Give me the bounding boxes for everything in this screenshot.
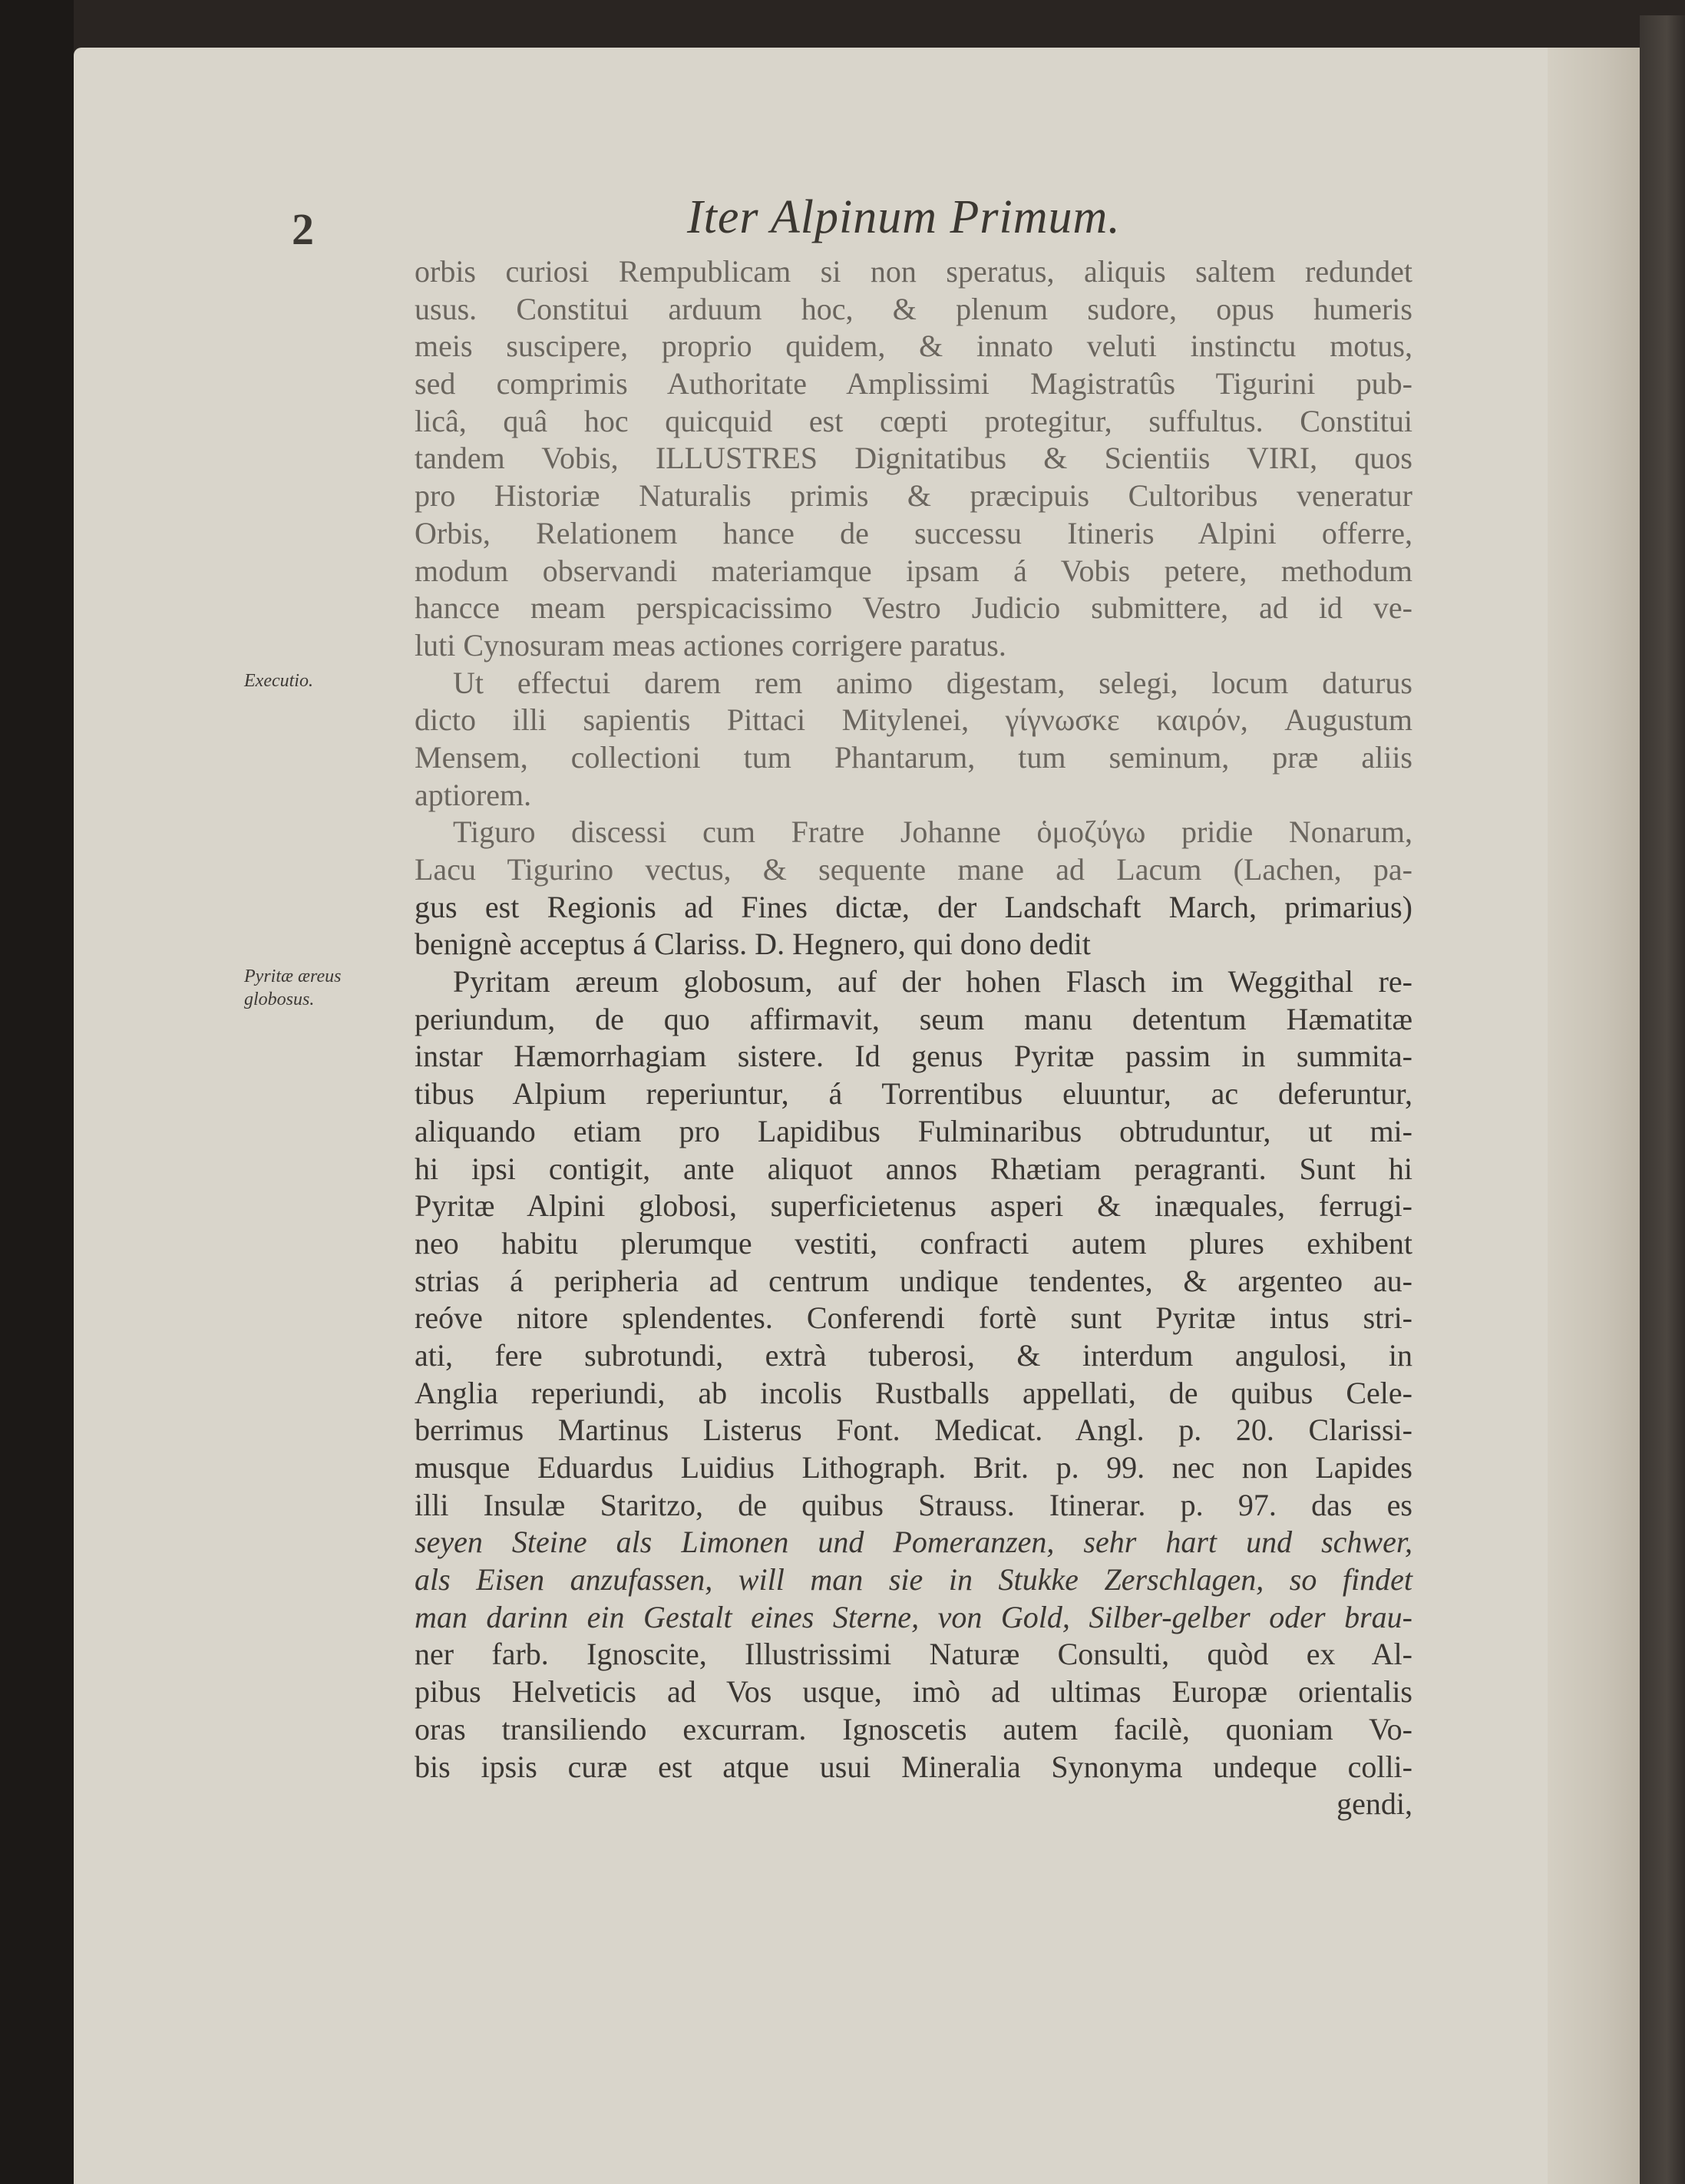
text-line: licâ, quâ hoc quicquid est cœpti protegitur, suffultus. Constitui: [415, 403, 1412, 438]
text-line: benignè acceptus á Clariss. D. Hegnero, qui dono dedit: [415, 927, 1091, 962]
text-line: bis ipsis curæ est atque usui Mineralia Synonyma undeque colli-: [415, 1749, 1412, 1784]
text-line: man darinn ein Gestalt eines Sterne, von Gold, Silber-gelber oder brau-: [415, 1599, 1412, 1634]
text-line: strias á peripheria ad centrum undique tendentes, & argenteo au-: [415, 1263, 1412, 1298]
text-line: Ut effectui darem rem animo digestam, selegi, locum daturus: [453, 665, 1412, 700]
text-line: aliquando etiam pro Lapidibus Fulminaribus obtruduntur, ut mi-: [415, 1113, 1412, 1148]
text-line: usus. Constitui arduum hoc, & plenum sudore, opus humeris: [415, 291, 1412, 326]
page-gutter-shadow: [1548, 48, 1640, 2184]
text-line: Mensem, collectioni tum Phantarum, tum seminum, præ aliis: [415, 739, 1412, 775]
text-line: tandem Vobis, ILLUSTRES Dignitatibus & Scientiis VIRI, quos: [415, 441, 1412, 476]
text-line: ati, fere subrotundi, extrà tuberosi, & interdum angulosi, in: [415, 1337, 1412, 1373]
facing-page-edge: [1640, 15, 1685, 2184]
text-line: musque Eduardus Luidius Lithograph. Brit. p. 99. nec non Lapides: [415, 1450, 1412, 1485]
text-line: periundum, de quo affirmavit, seum manu detentum Hæmatitæ: [415, 1001, 1412, 1036]
text-line: hancce meam perspicacissimo Vestro Judicio submittere, ad id ve-: [415, 590, 1412, 626]
text-line: reóve nitore splendentes. Conferendi fortè sunt Pyritæ intus stri-: [415, 1300, 1412, 1336]
text-line: als Eisen anzufassen, will man sie in Stukke Zerschlagen, so findet: [415, 1562, 1412, 1598]
text-line: pro Historiæ Naturalis primis & præcipuis Cultoribus veneratur: [415, 478, 1412, 514]
running-title: Iter Alpinum Primum.: [687, 191, 1121, 243]
margin-note-pyritae: Pyritæ æreus globosus.: [244, 966, 342, 1009]
text-line: gus est Regionis ad Fines dictæ, der Landschaft March, primarius): [415, 889, 1412, 924]
text-line: hi ipsi contigit, ante aliquot annos Rhætiam peragranti. Sunt hi: [415, 1151, 1412, 1186]
main-text-block: [415, 253, 1412, 1823]
page-number: 2: [292, 204, 314, 254]
text-line: berrimus Martinus Listerus Font. Medicat. Angl. p. 20. Clarissi-: [415, 1412, 1412, 1448]
scan-background-left: [0, 0, 74, 2184]
text-line: meis suscipere, proprio quidem, & innato veluti instinctu motus,: [415, 329, 1412, 364]
text-line: dicto illi sapientis Pittaci Mitylenei, γίγνωσκε καιρόν, Augustum: [415, 702, 1412, 738]
text-line: aptiorem.: [415, 777, 532, 812]
text-line: pibus Helveticis ad Vos usque, imò ad ultimas Europæ orientalis: [415, 1674, 1412, 1710]
text-line: sed comprimis Authoritate Amplissimi Magistratûs Tigurini pub-: [415, 366, 1412, 401]
text-line: seyen Steine als Limonen und Pomeranzen, sehr hart und schwer,: [415, 1525, 1412, 1560]
text-line: neo habitu plerumque vestiti, confracti autem plures exhibent: [415, 1225, 1412, 1261]
text-line: luti Cynosuram meas actiones corrigere paratus.: [415, 627, 1006, 662]
text-line: illi Insulæ Staritzo, de quibus Strauss. Itinerar. p. 97. das es: [415, 1487, 1412, 1522]
text-line: Anglia reperiundi, ab incolis Rustballs appellati, de quibus Cele-: [415, 1375, 1412, 1410]
text-line: Pyritam æreum globosum, auf der hohen Flasch im Weggithal re-: [453, 964, 1412, 999]
text-line: modum observandi materiamque ipsam á Vobis petere, methodum: [415, 553, 1412, 588]
text-line: orbis curiosi Rempublicam si non speratus, aliquis saltem redundet: [415, 254, 1412, 289]
text-line: oras transiliendo excurram. Ignoscetis autem facilè, quoniam Vo-: [415, 1711, 1412, 1746]
margin-note-executio: Executio.: [244, 671, 313, 691]
text-line: instar Hæmorrhagiam sistere. Id genus Pyritæ passim in summita-: [415, 1039, 1412, 1074]
text-line: Tiguro discessi cum Fratre Johanne ὁμοζύγω pridie Nonarum,: [453, 814, 1412, 850]
catchword: gendi,: [1336, 1786, 1412, 1822]
text-line: Orbis, Relationem hance de successu Itineris Alpini offerre,: [415, 515, 1412, 550]
text-line: ner farb. Ignoscite, Illustrissimi Naturæ Consulti, quòd ex Al-: [415, 1637, 1412, 1672]
text-line: Pyritæ Alpini globosi, superficietenus asperi & inæquales, ferrugi-: [415, 1188, 1412, 1224]
text-line: tibus Alpium reperiuntur, á Torrentibus eluuntur, ac deferuntur,: [415, 1076, 1412, 1112]
text-line: Lacu Tigurino vectus, & sequente mane ad Lacum (Lachen, pa-: [415, 852, 1412, 887]
